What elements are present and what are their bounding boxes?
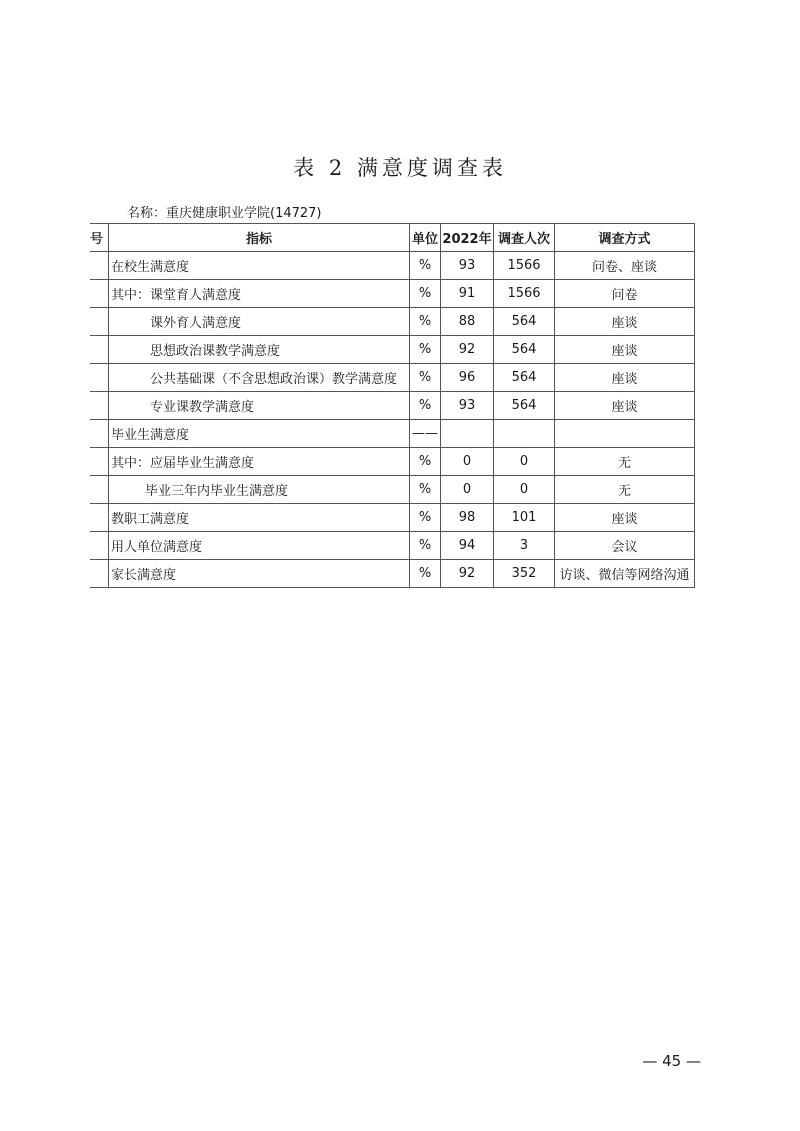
row-value: 88 (441, 308, 494, 336)
header-method: 调查方式 (555, 224, 695, 252)
row-unit: —— (410, 420, 441, 448)
row-no (90, 280, 109, 308)
row-unit: % (410, 504, 441, 532)
satisfaction-table (90, 223, 695, 588)
row-indicator: 用人单位满意度 (109, 532, 410, 560)
row-method: 座谈 (555, 392, 695, 420)
header-year: 2022年 (441, 224, 494, 252)
table-header-row (90, 224, 695, 252)
row-count: 101 (494, 504, 555, 532)
row-no (90, 504, 109, 532)
header-unit: 单位 (410, 224, 441, 252)
row-value: 0 (441, 476, 494, 504)
row-unit: % (410, 476, 441, 504)
row-count: 1566 (494, 280, 555, 308)
row-unit: % (410, 308, 441, 336)
row-no (90, 336, 109, 364)
row-count: 564 (494, 308, 555, 336)
row-unit: % (410, 392, 441, 420)
row-count: 1566 (494, 252, 555, 280)
row-method: 问卷、座谈 (555, 252, 695, 280)
row-unit: % (410, 364, 441, 392)
row-count (494, 420, 555, 448)
table-title: 表 2 满意度调查表 (293, 156, 507, 180)
row-no (90, 476, 109, 504)
row-method (555, 420, 695, 448)
row-method: 会议 (555, 532, 695, 560)
org-name-label: 名称：重庆健康职业学院(14727) (127, 206, 322, 221)
row-count: 564 (494, 336, 555, 364)
row-no (90, 308, 109, 336)
row-method: 无 (555, 476, 695, 504)
row-indicator: 毕业生满意度 (109, 420, 410, 448)
table-row (90, 280, 695, 308)
row-unit: % (410, 336, 441, 364)
row-value (441, 420, 494, 448)
table-row (90, 364, 695, 392)
row-unit: % (410, 532, 441, 560)
table-row (90, 448, 695, 476)
table-row (90, 392, 695, 420)
row-no (90, 252, 109, 280)
row-no (90, 560, 109, 588)
row-indicator: 教职工满意度 (109, 504, 410, 532)
row-value: 92 (441, 560, 494, 588)
row-indicator: 其中：应届毕业生满意度 (109, 448, 410, 476)
row-no (90, 532, 109, 560)
row-value: 91 (441, 280, 494, 308)
row-method: 座谈 (555, 336, 695, 364)
row-indicator: 公共基础课（不含思想政治课）教学满意度 (109, 364, 410, 392)
row-indicator: 思想政治课教学满意度 (109, 336, 410, 364)
row-count: 0 (494, 448, 555, 476)
header-no: 号 (90, 224, 109, 252)
header-count: 调查人次 (494, 224, 555, 252)
page-number: — 45 — (642, 1052, 701, 1070)
row-value: 94 (441, 532, 494, 560)
row-indicator: 其中：课堂育人满意度 (109, 280, 410, 308)
row-count: 0 (494, 476, 555, 504)
table-row (90, 336, 695, 364)
row-indicator: 课外育人满意度 (109, 308, 410, 336)
row-no (90, 364, 109, 392)
row-unit: % (410, 448, 441, 476)
row-indicator: 专业课教学满意度 (109, 392, 410, 420)
row-indicator: 家长满意度 (109, 560, 410, 588)
table-row (90, 504, 695, 532)
row-method: 座谈 (555, 364, 695, 392)
row-unit: % (410, 280, 441, 308)
row-method: 访谈、微信等网络沟通 (555, 560, 695, 588)
row-method: 问卷 (555, 280, 695, 308)
row-value: 93 (441, 252, 494, 280)
row-unit: % (410, 560, 441, 588)
row-indicator: 在校生满意度 (109, 252, 410, 280)
row-unit: % (410, 252, 441, 280)
row-count: 564 (494, 364, 555, 392)
table-row (90, 308, 695, 336)
row-method: 无 (555, 448, 695, 476)
row-method: 座谈 (555, 308, 695, 336)
row-count: 352 (494, 560, 555, 588)
row-no (90, 420, 109, 448)
row-count: 3 (494, 532, 555, 560)
table-row (90, 252, 695, 280)
row-method: 座谈 (555, 504, 695, 532)
table-row (90, 532, 695, 560)
row-value: 93 (441, 392, 494, 420)
row-count: 564 (494, 392, 555, 420)
table-row (90, 420, 695, 448)
row-indicator: 毕业三年内毕业生满意度 (109, 476, 410, 504)
row-no (90, 392, 109, 420)
header-indicator: 指标 (109, 224, 410, 252)
row-value: 0 (441, 448, 494, 476)
row-value: 98 (441, 504, 494, 532)
table-row (90, 476, 695, 504)
row-value: 92 (441, 336, 494, 364)
row-value: 96 (441, 364, 494, 392)
table-row (90, 560, 695, 588)
row-no (90, 448, 109, 476)
